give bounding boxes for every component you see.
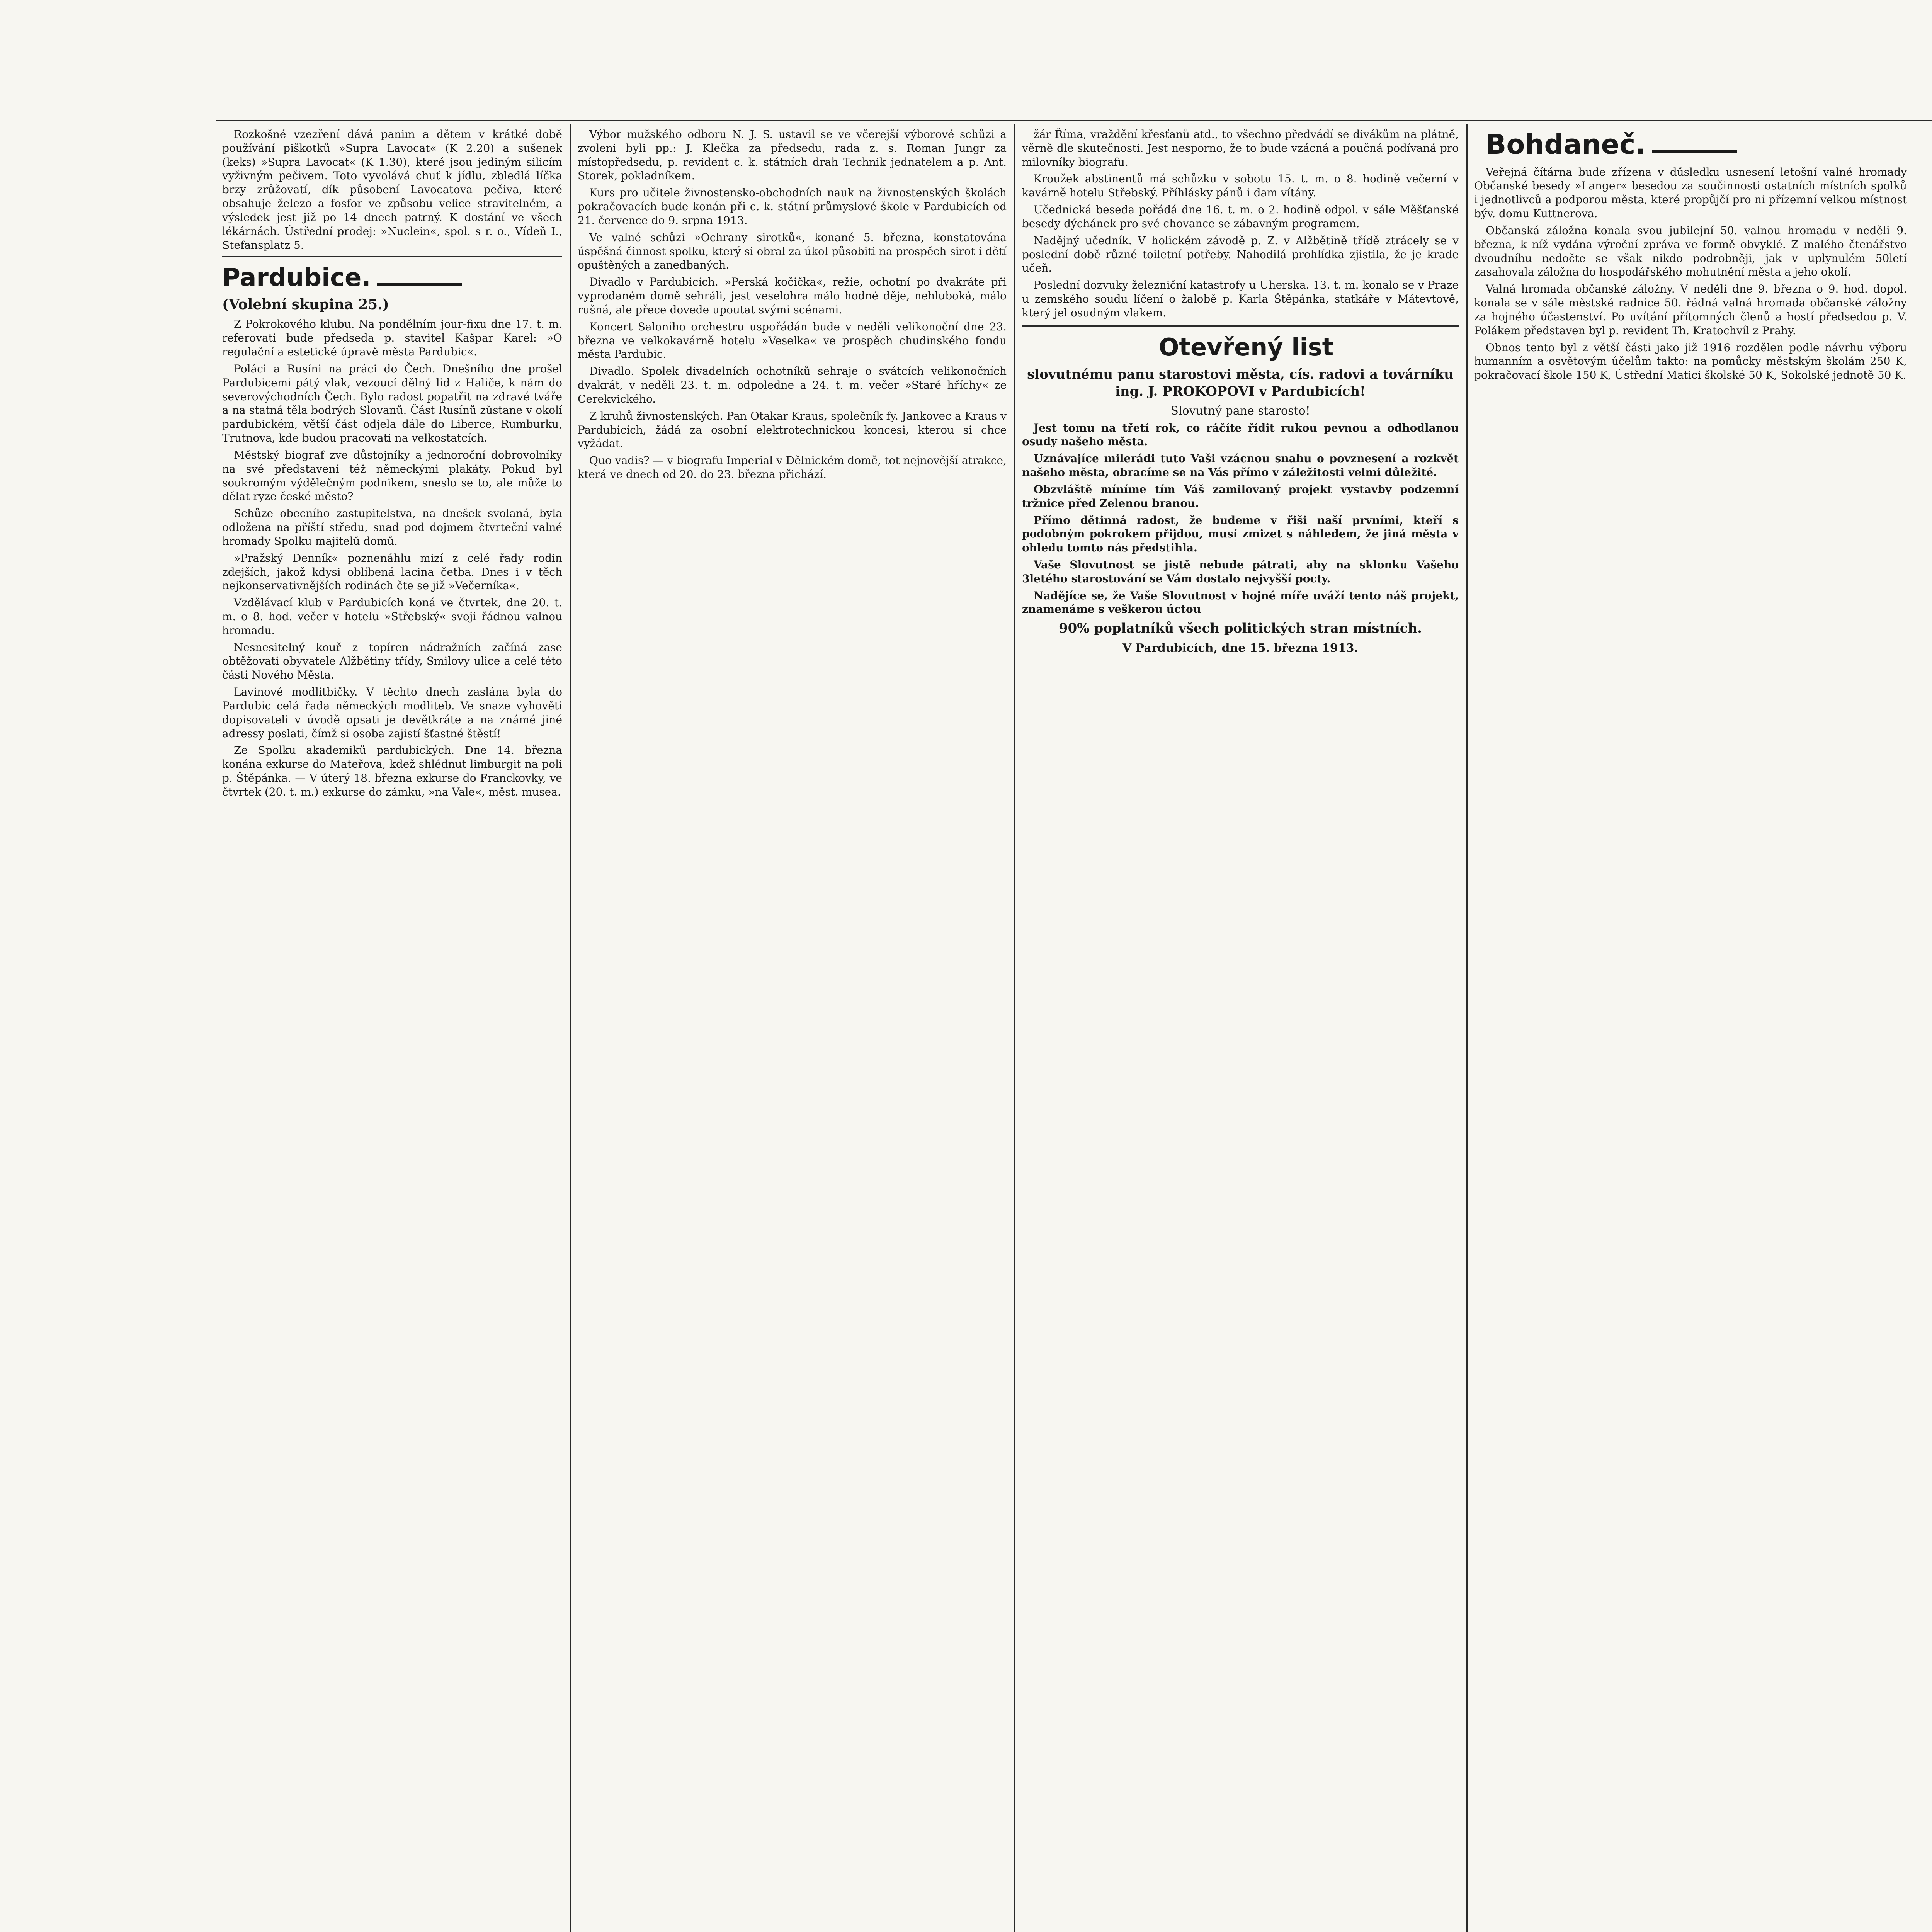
ornament-squiggle (377, 273, 462, 286)
article: Učednická beseda pořádá dne 16. t. m. o 2. hodině odpol. v sále Měšťanské besedy dýchánek pro své chovance se zábavným programem. (1022, 203, 1459, 230)
letter-paragraph: Nadějíce se, že Vaše Slovutnost v hojné míře uváží tento náš projekt, znamenáme s veškerou úctou (1022, 589, 1459, 616)
column-2 (578, 128, 1007, 1932)
letter-paragraph: Vaše Slovutnost se jistě nebude pátrati, aby na sklonku Vašeho 3letého starostování se Vám dostalo nejvyšší pocty. (1022, 558, 1459, 585)
open-letter-salutation: Slovutný pane starosto! (1170, 404, 1310, 418)
article: Quo vadis? — v biografu Imperial v Dělnickém domě, tot nejnovější atrakce, která ve dnech od 20. do 23. března přichází. (578, 454, 1007, 481)
section-heading-bohdanec: Bohdaneč. (1474, 128, 1907, 162)
article: Poslední dozvuky železniční katastrofy u Uherska. 13. t. m. konalo se v Praze u zemského soudu líčení o žalobě p. Karla Štěpánka, statkáře v Mátevtově, který jel osudným vlakem. (1022, 279, 1459, 319)
open-letter-subtitle: slovutnému panu starostovi města, cís. radovi a továrníku ing. J. PROKOPOVI v Pardubicích! (1027, 367, 1454, 399)
article: »Pražský Denník« poznenáhlu mizí z celé řady rodin zdejších, jakož kdysi oblíbená lacina četba. Dnes i v těch nejkonservativnějších rodinách čte se již »Večerníka«. (222, 551, 562, 592)
article: Kurs pro učitele živnostensko-obchodních nauk na živnostenských školách pokračovacích bude konán při c. k. státní průmyslové škole v Pardubicích od 21. července do 9. srpna 1913. (578, 186, 1007, 227)
section-subheading: (Volební skupina 25.) (222, 296, 389, 313)
article: Valná hromada občanské záložny. V neděli dne 9. března o 9. hod. dopol. konala se v sále městské radnice 50. řádná valná hromada občanské záložny za hojného účastenství. Po uvítání přítomných členů a hostí předsedou p. V. Polákem představen byl p. revident Th. Kratochvíl z Prahy. (1474, 282, 1907, 337)
letter-paragraph: Jest tomu na třetí rok, co ráčíte řídit rukou pevnou a odhodlanou osudy našeho města. (1022, 421, 1459, 448)
column-divider (1466, 124, 1468, 1932)
article: Divadlo v Pardubicích. »Perská kočička«, režie, ochotní po dvakráte při vyprodaném domě sehráli, jest veselohra málo hodné děje, nehluboká, málo rušná, ale přece dovede upoutat svými scénami. (578, 276, 1007, 316)
article: Poláci a Rusíni na práci do Čech. Dnešního dne prošel Pardubicemi pátý vlak, vezoucí dělný lid z Haliče, k nám do severovýchodních Čech. Bylo radost popatřit na zdravé tváře a na statná těla bodrých Slovanů. Část Rusínů zůstane v okolí pardubickém, větší část odjela dále do Liberce, Rumburku, Trutnova, kde budou pracovati na velkostatcích. (222, 362, 562, 445)
letter-signoff: 90% poplatníků všech politických stran místních. (1058, 621, 1422, 636)
article: Nadějný učedník. V holickém závodě p. Z. v Alžbětině třídě ztrácely se v poslední době různé toiletní potřeby. Nahodilá prohlídka zjistila, že je krade učeň. (1022, 234, 1459, 275)
article: Divadlo. Spolek divadelních ochotníků sehraje o svátcích velikonočních dvakrát, v neděli 23. t. m. odpoledne a 24. t. m. večer »Staré hříchy« ze Cerekvického. (578, 365, 1007, 405)
article: Nesnesitelný kouř z topíren nádražních začíná zase obtěžovati obyvatele Alžbětiny třídy, Smilovy ulice a celé této části Nového Města. (222, 641, 562, 682)
article: Z Pokrokového klubu. Na pondělním jour-fixu dne 17. t. m. referovati bude předseda p. stavitel Kašpar Karel: »O regulační a estetické úpravě města Pardubic«. (222, 318, 562, 359)
column-4 (1474, 128, 1907, 1932)
section-heading-pardubice: Pardubice. (222, 262, 562, 294)
article: Městský biograf zve důstojníky a jednoroční dobrovolníky na své představení též německými plakáty. Pokud byl soukromým výdělečným podnikem, sneslo se to, ale může to dělat ryze české město? (222, 448, 562, 503)
article: žár Říma, vraždění křesťanů atd., to všechno předvádí se divákům na plátně, věrně dle skutečnosti. Jest nesporno, že to bude vzácná a poučná podívaná pro milovníky biografu. (1022, 128, 1459, 168)
article: Schůze obecního zastupitelstva, na dnešek svolaná, byla odložena na příští středu, snad pod dojmem čtvrteční valné hromady Spolku majitelů domů. (222, 507, 562, 548)
divider (222, 256, 562, 257)
column-1 (222, 128, 562, 1932)
open-letter-title: Otevřený list (1158, 333, 1334, 361)
ornament-squiggle (1652, 140, 1737, 153)
article: Vzdělávací klub v Pardubicích koná ve čtvrtek, dne 20. t. m. o 8. hod. večer v hotelu »Střebský« svoji řádnou valnou hromadu. (222, 596, 562, 637)
article: Obnos tento byl z větší části jako již 1916 rozdělen podle návrhu výboru humanním a osvětovým účelům takto: na pomůcky městským školám 250 K, pokračovací škole 150 K, Ústřední Matici školské 50 K, Sokolské jednotě 50 K. (1474, 341, 1907, 382)
column-divider (1014, 124, 1015, 1932)
article: Výbor mužského odboru N. J. S. ustavil se ve včerejší výborové schůzi a zvoleni byli pp.: J. Klečka za předsedu, rada z. s. Roman Jungr za místopředsedu, p. revident c. k. státních drah Technik jednatelem a p. Ant. Storek, pokladníkem. (578, 128, 1007, 182)
letter-paragraph: Uznávajíce milerádi tuto Vaši vzácnou snahu o povznesení a rozkvět našeho města, obracíme se na Vás přímo v záležitosti velmi důležité. (1022, 452, 1459, 479)
letter-paragraph: Přímo dětinná radost, že budeme v řiši naší prvními, kteří s podobným pokrokem přijdou, musí zmizet s náhledem, že jiná města v ohledu tomto nás předstihla. (1022, 514, 1459, 554)
article: Lavinové modlitbičky. V těchto dnech zaslána byla do Pardubic celá řada německých modliteb. Ve snaze vyhověti dopisovateli v úvodě opsati je devětkráte a na známé jiné adressy poslati, čímž si osoba zajistí šťastné štěstí! (222, 685, 562, 740)
letter-date: V Pardubicích, dne 15. března 1913. (1122, 641, 1358, 655)
article: Ve valné schůzi »Ochrany sirotků«, konané 5. března, konstatována úspěšná činnost spolku, který si obral za úkol působiti na prospěch sirot i dětí opuštěných a zanedbaných. (578, 231, 1007, 272)
article: Občanská záložna konala svou jubilejní 50. valnou hromadu v neděli 9. března, k níž vydána výroční zpráva ve formě obvyklé. Z malého čtenářstvo dvoudníhu nedočte se však nikdo podrobněji, jak v uplynulém 50letí zasahovala záložna do hospodářského mohutnění města a jeho okolí. (1474, 224, 1907, 279)
column-3 (1022, 128, 1459, 1932)
article: Ze Spolku akademiků pardubických. Dne 14. března konána exkurse do Mateřova, kdež shlédnut limburgit na poli p. Štěpánka. — V úterý 18. března exkurse do Franckovky, ve čtvrtek (20. t. m.) exkurse do zámku, »na Vale«, měst. musea. (222, 744, 562, 798)
column-divider (570, 124, 571, 1932)
letter-paragraph: Obzvláště míníme tím Váš zamilovaný projekt vystavby podzemní tržnice před Zelenou branou. (1022, 483, 1459, 510)
top-rule (216, 120, 1932, 121)
article: Koncert Saloniho orchestru uspořádán bude v neděli velikonoční dne 23. března ve velkokavárně hotelu »Veselka« ve prospěch chudinského fondu města Pardubic. (578, 320, 1007, 361)
article: Z kruhů živnostenských. Pan Otakar Kraus, společník fy. Jankovec a Kraus v Pardubicích, žádá za osobní elektrotechnickou koncesi, kterou si chce vyžádat. (578, 409, 1007, 450)
lavocat-ad: Rozkošné vzezření dává panim a dětem v krátké době používání piškotků »Supra Lavocat« (K 2.20) a sušenek (keks) »Supra Lavocat« (K 1.30), které jsou jediným silicím vyživným pečivem. Toto vyvolává chuť k jídlu, zbledlá líčka brzy zrůžovatí, dík působení Lavocatova pečiva, které obsahuje železo a fosfor ve způsobu velice stravitelném, a výsledek jest již po 14 dnech patrný. K dostání ve všech lékárnách. Ústřední prodej: »Nuclein«, spol. s r. o., Vídeň I., Stefansplatz 5. (222, 128, 562, 252)
divider (1022, 325, 1459, 327)
article: Veřejná čítárna bude zřízena v důsledku usnesení letošní valné hromady Občanské besedy »Langer« besedou za součinnosti ostatních místních spolků i jednotlivců a podporou města, které propůjčí pro ni přízemní velkou místnost býv. domu Kuttnerova. (1474, 165, 1907, 220)
article: Kroužek abstinentů má schůzku v sobotu 15. t. m. o 8. hodině večerní v kavárně hotelu Střebský. Příhlásky pánů i dam vítány. (1022, 172, 1459, 199)
